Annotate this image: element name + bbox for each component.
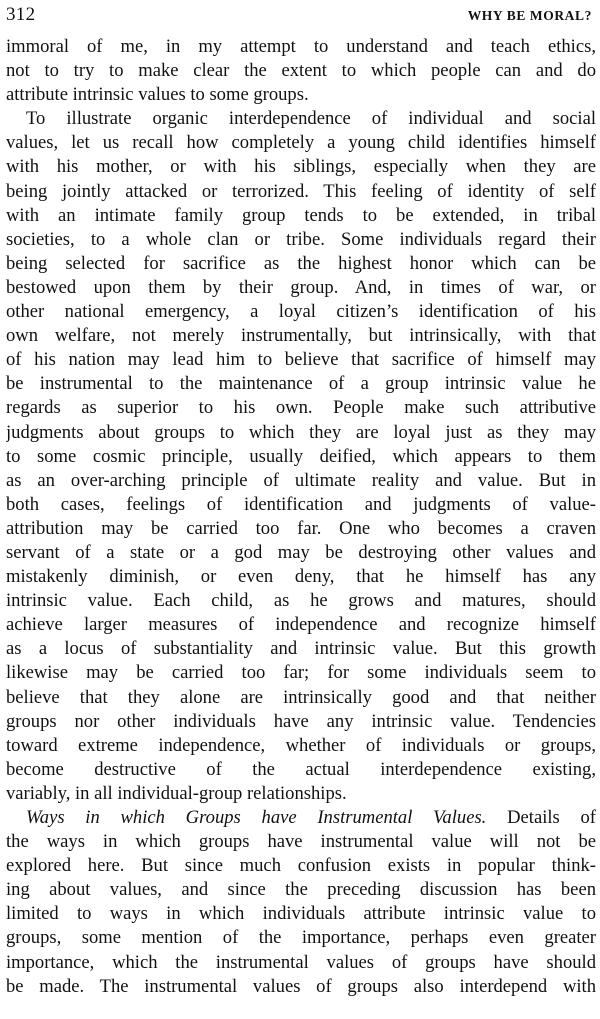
- text-line: societies, to a whole clan or tribe. Some individuals regard their: [6, 228, 596, 250]
- text-line: being selected for sacrifice as the highest honor which can be: [6, 252, 596, 274]
- text-line: believe that they alone are intrinsically good and that neither: [6, 686, 596, 708]
- text-line: become destructive of the actual interdependence existing,: [6, 758, 596, 780]
- running-title: WHY BE MORAL?: [467, 8, 592, 23]
- paragraph-organic-interdependence: [6, 107, 596, 806]
- text-line: regards as superior to his own. People make such attributive: [6, 397, 596, 419]
- text-line: attribute intrinsic values to some groups.: [6, 84, 309, 106]
- body-text: [6, 35, 596, 999]
- text-line: To illustrate organic interdependence of individual and social: [26, 108, 596, 130]
- text-line: with his mother, or with his siblings, especially when they are: [6, 156, 596, 178]
- text-line: limited to ways in which individuals attribute intrinsic value to: [6, 903, 596, 925]
- text-line: as a locus of substantiality and intrinsic value. But this growth: [6, 638, 596, 660]
- running-head: [6, 4, 592, 30]
- text-line: be made. The instrumental values of groups also interdepend with: [6, 975, 596, 997]
- heading-line-rest: Details of: [507, 807, 596, 828]
- text-line: of his nation may lead him to believe that sacrifice of himself may: [6, 349, 596, 371]
- text-line: servant of a state or a god may be destroying other values and: [6, 541, 596, 563]
- text-line: groups nor other individuals have any intrinsic value. Tendencies: [6, 710, 596, 732]
- text-line: ing about values, and since the preceding discussion has been: [6, 879, 596, 901]
- page-number: 312: [6, 4, 36, 25]
- text-line: achieve larger measures of independence and recognize himself: [6, 614, 596, 636]
- text-line: attribution may be carried too far. One who becomes a craven: [6, 517, 596, 539]
- section-run-in-heading: Ways in which Groups have Instrumental Values.: [26, 807, 487, 828]
- text-line: own welfare, not merely instrumentally, but intrinsically, with that: [6, 325, 596, 347]
- text-line: the ways in which groups have instrumental value will not be: [6, 831, 596, 853]
- paragraph-instrumental-values: [6, 806, 596, 999]
- text-line: groups, some mention of the importance, perhaps even greater: [6, 927, 596, 949]
- text-line: to some cosmic principle, usually deified, which appears to them: [6, 445, 596, 467]
- text-line: explored here. But since much confusion exists in popular think-: [6, 855, 596, 877]
- text-line: values, let us recall how completely a young child identifies himself: [6, 132, 596, 154]
- text-line: intrinsic value. Each child, as he grows and matures, should: [6, 590, 596, 612]
- text-line: bestowed upon them by their group. And, in times of war, or: [6, 276, 596, 298]
- text-line: mistakenly diminish, or even deny, that he himself has any: [6, 566, 596, 588]
- text-line: not to try to make clear the extent to which people can and do: [6, 60, 596, 82]
- paragraph-continuation: [6, 35, 596, 107]
- text-line: variably, in all individual-group relationships.: [6, 782, 347, 804]
- text-line: with an intimate family group tends to be extended, in tribal: [6, 204, 596, 226]
- text-line: toward extreme independence, whether of individuals or groups,: [6, 734, 596, 756]
- text-line-with-heading: [6, 806, 596, 830]
- text-line: immoral of me, in my attempt to understand and teach ethics,: [6, 36, 596, 57]
- text-line: importance, which the instrumental values of groups have should: [6, 951, 596, 973]
- text-line: other national emergency, a loyal citizen’s identification of his: [6, 301, 596, 323]
- text-line: judgments about groups to which they are loyal just as they may: [6, 421, 596, 443]
- text-line: both cases, feelings of identification and judgments of value-: [6, 493, 596, 515]
- text-line: being jointly attacked or terrorized. This feeling of identity of self: [6, 180, 596, 202]
- text-line: likewise may be carried too far; for some individuals seem to: [6, 662, 596, 684]
- text-line: as an over-arching principle of ultimate reality and value. But in: [6, 469, 596, 491]
- text-line: be instrumental to the maintenance of a group intrinsic value he: [6, 373, 596, 395]
